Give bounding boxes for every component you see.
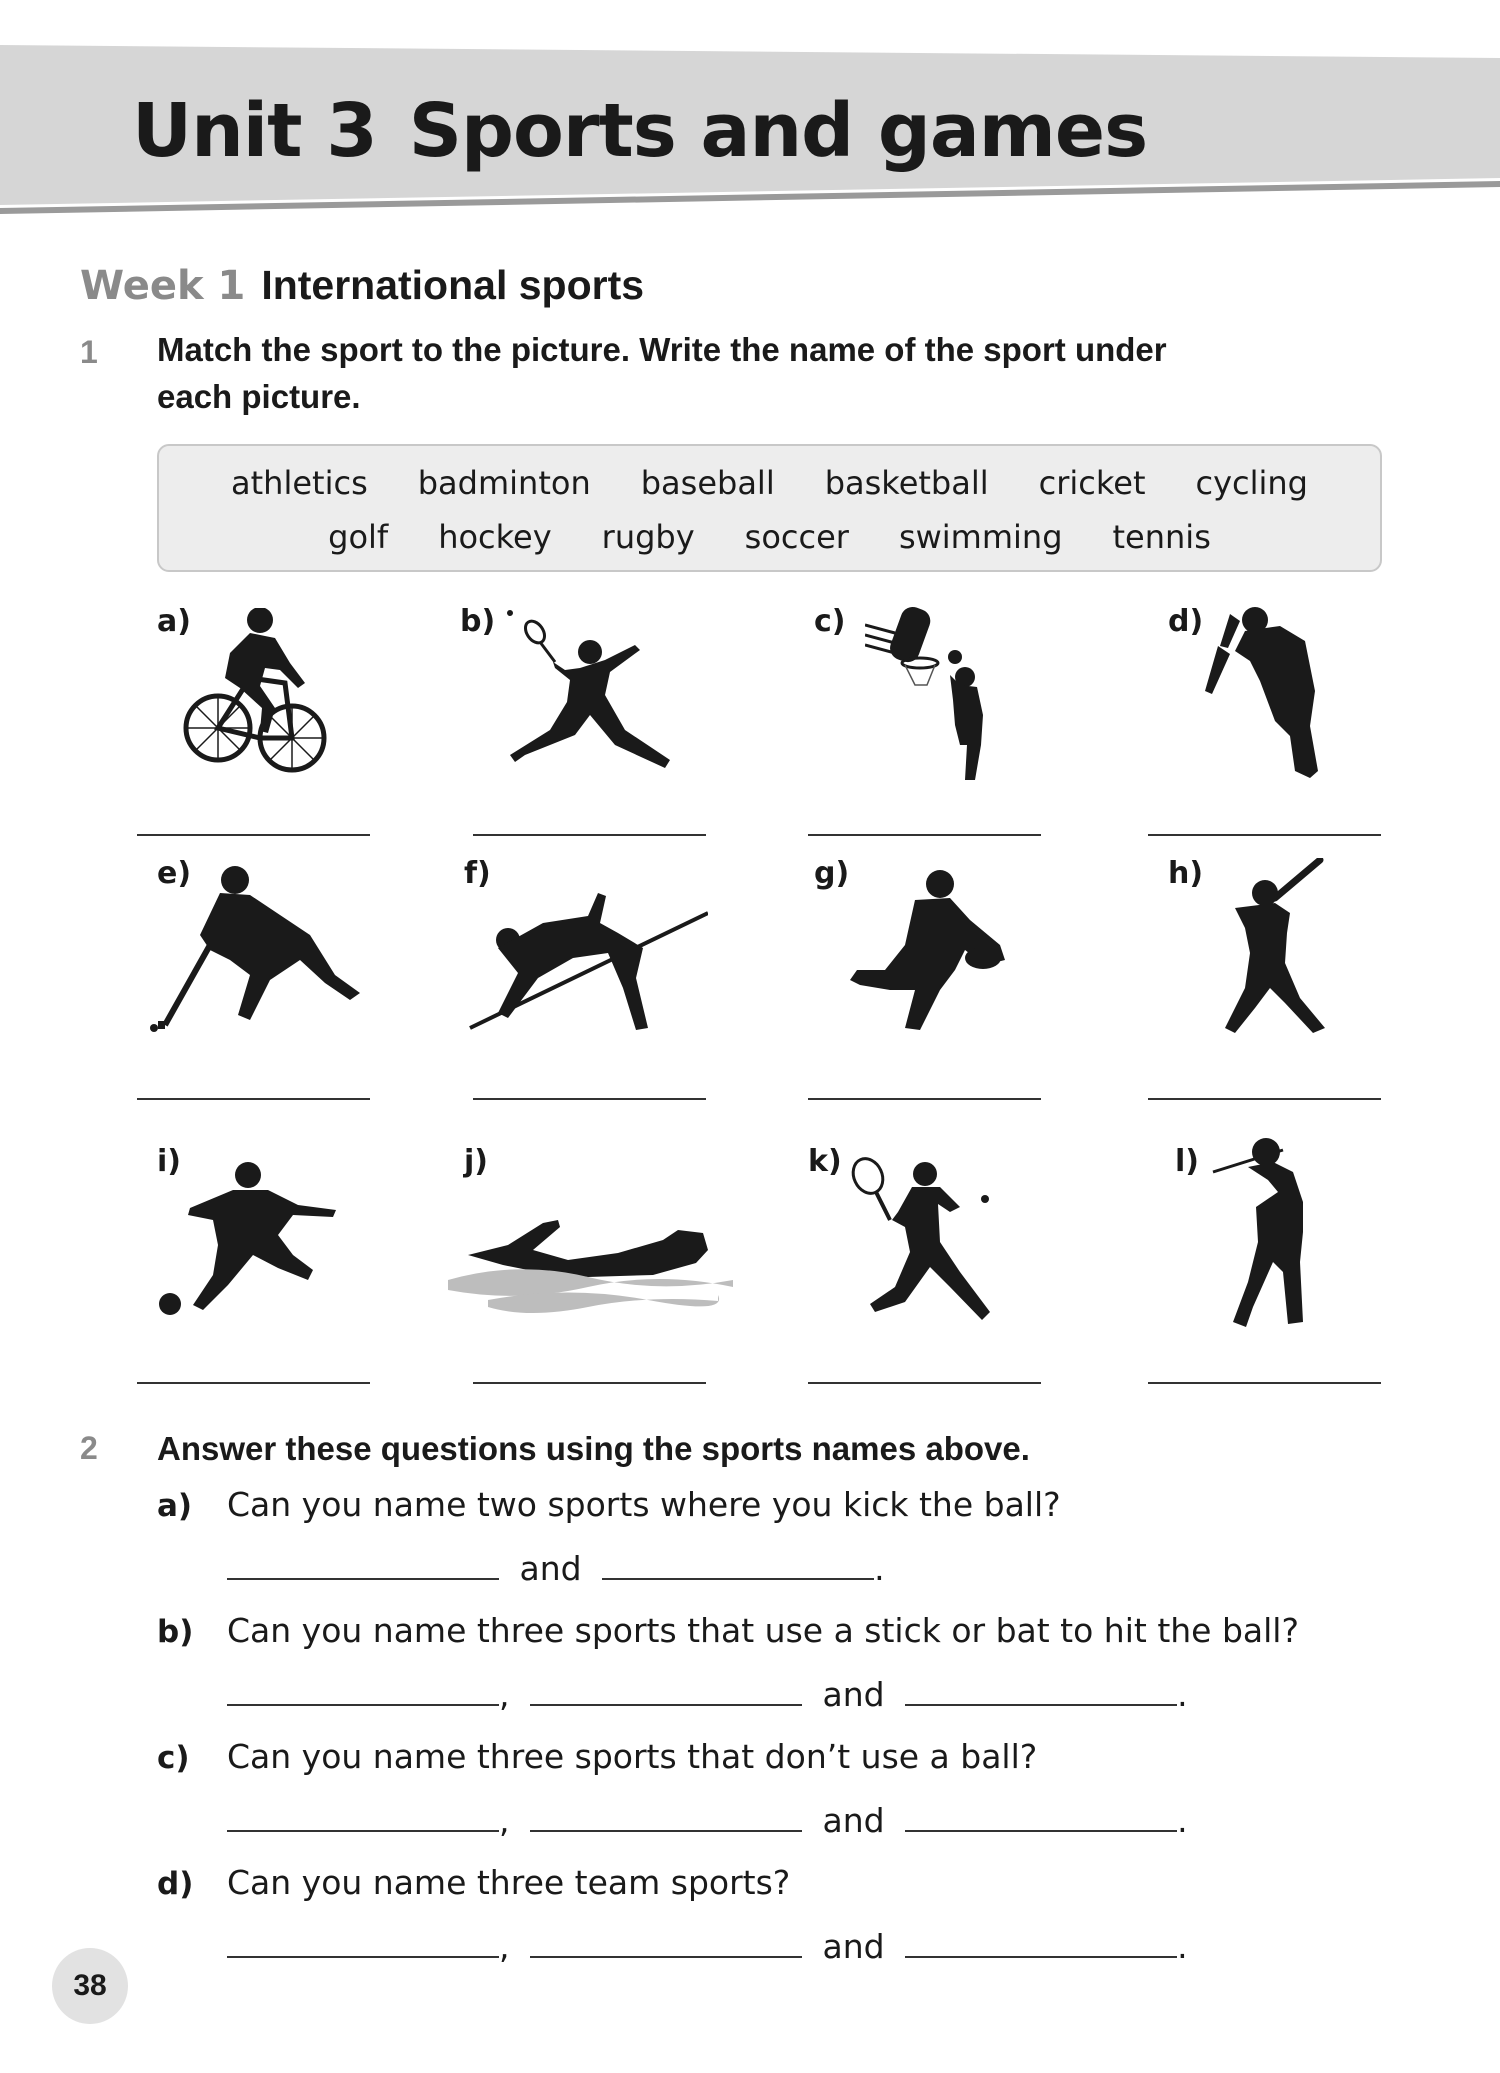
period: . — [1177, 1801, 1188, 1840]
comma: , — [499, 1675, 510, 1714]
picture-label-a: a) — [157, 604, 191, 639]
and-word: and — [519, 1549, 582, 1588]
question-1-line-2: each picture. — [157, 378, 361, 415]
sub-question-text-c: Can you name three sports that don’t use a ball? — [227, 1737, 1038, 1776]
answer-row-c — [227, 1800, 1188, 1840]
tennis-player-icon — [850, 1152, 1000, 1327]
answer-blank[interactable] — [530, 1800, 802, 1832]
word-bank-item: basketball — [824, 464, 989, 502]
word-bank-row-2 — [159, 518, 1380, 556]
cricket-batsman-icon — [1200, 606, 1340, 786]
answer-blank[interactable] — [530, 1674, 802, 1706]
answer-line-k[interactable] — [808, 1382, 1041, 1384]
answer-blank[interactable] — [905, 1800, 1177, 1832]
sub-question-letter-d: d) — [157, 1866, 194, 1902]
picture-label-b: b) — [460, 604, 496, 639]
answer-blank[interactable] — [905, 1674, 1177, 1706]
week-heading — [80, 262, 644, 309]
page-number: 38 — [52, 1948, 128, 2024]
and-word: and — [822, 1927, 885, 1966]
sub-question-letter-b: b) — [157, 1614, 194, 1650]
swimmer-icon — [448, 1205, 733, 1325]
golfer-icon — [1208, 1132, 1338, 1332]
word-bank-item: rugby — [601, 518, 695, 556]
answer-line-d[interactable] — [1148, 834, 1381, 836]
question-1-line-1: Match the sport to the picture. Write the name of the sport under — [157, 331, 1167, 368]
and-word: and — [822, 1801, 885, 1840]
unit-name: Sports and games — [408, 88, 1148, 174]
answer-row-d — [227, 1926, 1188, 1966]
answer-blank[interactable] — [227, 1926, 499, 1958]
question-2-number: 2 — [80, 1430, 98, 1466]
question-2-instruction: Answer these questions using the sports names above. — [157, 1430, 1030, 1467]
period: . — [1177, 1675, 1188, 1714]
word-bank-item: hockey — [438, 518, 552, 556]
answer-line-e[interactable] — [137, 1098, 370, 1100]
answer-blank[interactable] — [602, 1548, 874, 1580]
soccer-player-icon — [158, 1160, 338, 1325]
cyclist-icon — [180, 608, 330, 783]
word-bank-item: baseball — [640, 464, 775, 502]
word-bank-item: soccer — [744, 518, 849, 556]
picture-label-h: h) — [1168, 856, 1204, 891]
answer-blank[interactable] — [227, 1800, 499, 1832]
picture-label-j: j) — [464, 1144, 488, 1179]
period: . — [1177, 1927, 1188, 1966]
period: . — [874, 1549, 885, 1588]
picture-label-l: l) — [1175, 1144, 1199, 1179]
answer-blank[interactable] — [905, 1926, 1177, 1958]
answer-row-a — [227, 1548, 885, 1588]
answer-line-c[interactable] — [808, 834, 1041, 836]
answer-line-l[interactable] — [1148, 1382, 1381, 1384]
comma: , — [499, 1927, 510, 1966]
high-jumper-icon — [468, 888, 708, 1038]
answer-line-i[interactable] — [137, 1382, 370, 1384]
picture-label-c: c) — [814, 604, 846, 639]
hockey-player-icon — [150, 865, 365, 1035]
sub-question-letter-c: c) — [157, 1740, 190, 1776]
word-bank-row-1 — [159, 464, 1380, 502]
answer-blank[interactable] — [227, 1674, 499, 1706]
word-bank-item: tennis — [1112, 518, 1211, 556]
answer-line-a[interactable] — [137, 834, 370, 836]
and-word: and — [822, 1675, 885, 1714]
picture-label-g: g) — [814, 856, 850, 891]
sub-question-letter-a: a) — [157, 1488, 193, 1524]
sub-question-text-b: Can you name three sports that use a stick or bat to hit the ball? — [227, 1611, 1299, 1650]
rugby-player-icon — [845, 870, 1015, 1035]
picture-label-k: k) — [808, 1144, 842, 1179]
comma: , — [499, 1801, 510, 1840]
sub-question-text-d: Can you name three team sports? — [227, 1863, 791, 1902]
unit-number: Unit 3 — [132, 88, 377, 174]
answer-blank[interactable] — [530, 1926, 802, 1958]
word-bank-item: badminton — [417, 464, 591, 502]
unit-title — [132, 88, 1147, 174]
word-bank — [157, 444, 1382, 572]
answer-line-h[interactable] — [1148, 1098, 1381, 1100]
word-bank-item: cricket — [1038, 464, 1146, 502]
answer-line-j[interactable] — [473, 1382, 706, 1384]
word-bank-item: golf — [328, 518, 389, 556]
word-bank-item: swimming — [898, 518, 1063, 556]
word-bank-item: cycling — [1195, 464, 1308, 502]
answer-blank[interactable] — [227, 1548, 499, 1580]
picture-label-i: i) — [157, 1144, 181, 1179]
basketball-player-icon — [865, 605, 1005, 785]
answer-line-g[interactable] — [808, 1098, 1041, 1100]
baseball-batter-icon — [1215, 858, 1345, 1038]
week-title: International sports — [261, 262, 645, 308]
sub-question-text-a: Can you name two sports where you kick the ball? — [227, 1485, 1061, 1524]
answer-row-b — [227, 1674, 1188, 1714]
word-bank-item: athletics — [231, 464, 368, 502]
question-1-instruction — [157, 326, 1167, 420]
picture-label-e: e) — [157, 856, 192, 891]
picture-label-d: d) — [1168, 604, 1204, 639]
picture-label-f: f) — [464, 856, 491, 891]
answer-line-f[interactable] — [473, 1098, 706, 1100]
question-1-number: 1 — [80, 334, 98, 370]
answer-line-b[interactable] — [473, 834, 706, 836]
badminton-player-icon — [505, 610, 685, 780]
week-label: Week 1 — [80, 263, 246, 309]
